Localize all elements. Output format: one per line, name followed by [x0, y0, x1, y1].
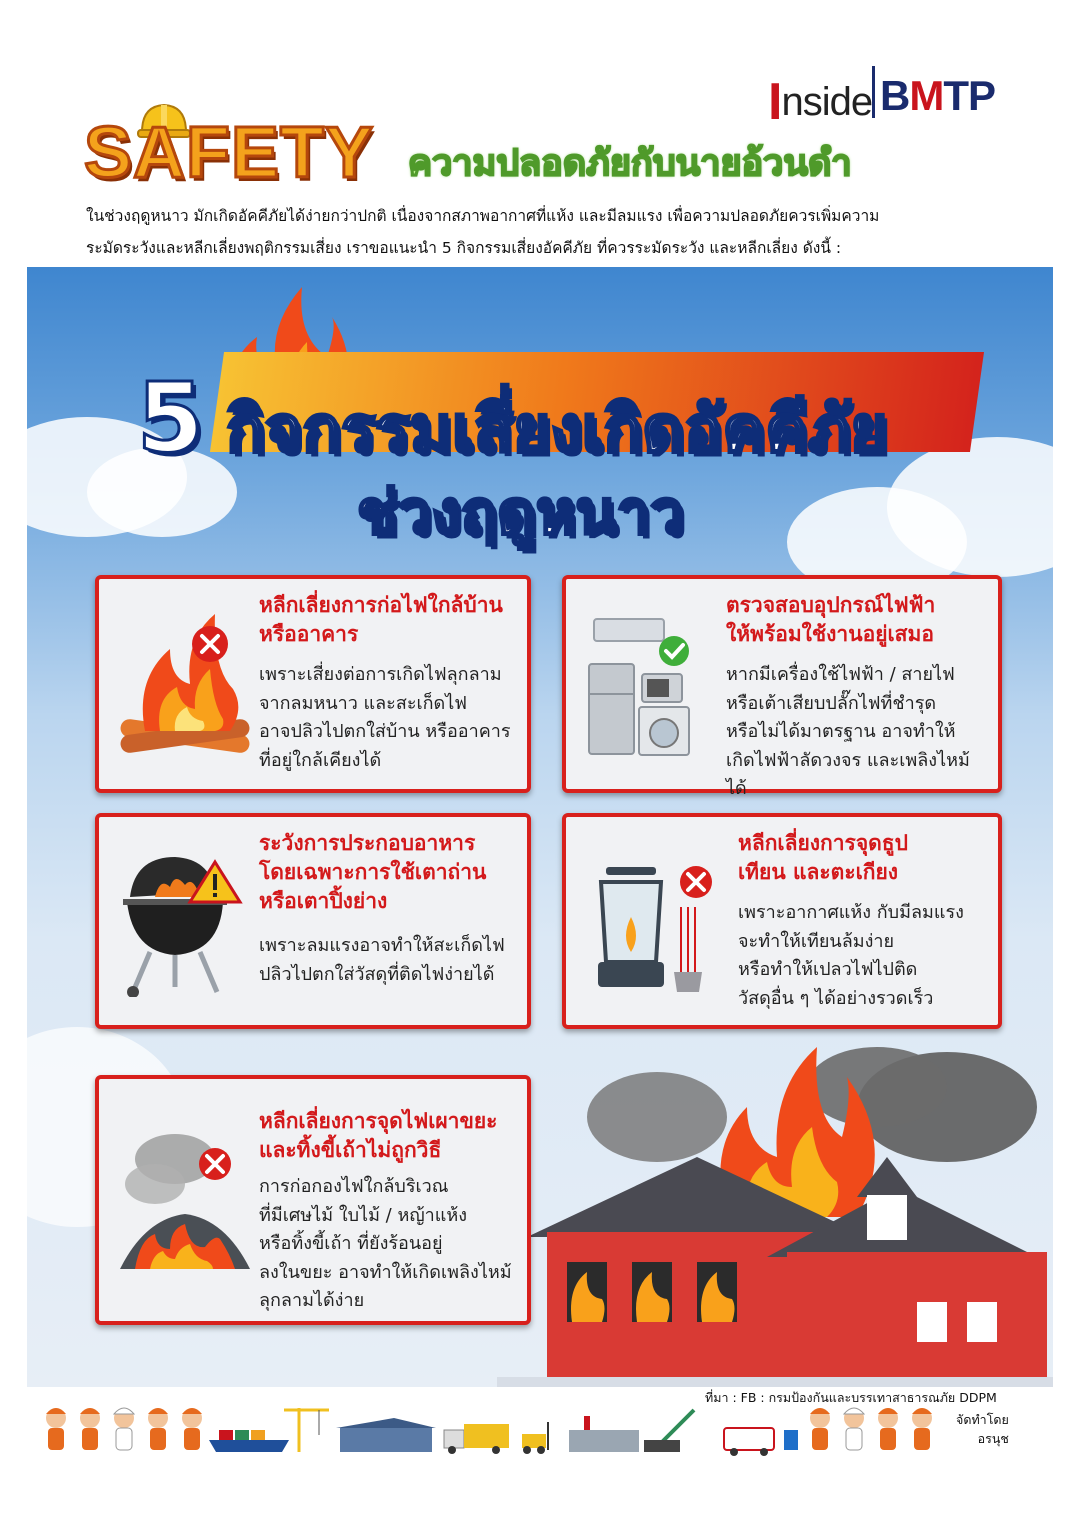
body-line: จะทำให้เทียนล้มง่าย	[738, 930, 895, 952]
worker-icon	[810, 1408, 830, 1450]
title-line: หรือเตาปิ้งย่าง	[259, 889, 388, 913]
tip-card-electrical	[562, 575, 1002, 799]
tip-card-title	[259, 829, 515, 916]
body-line: ที่อยู่ใกล้เคียงได้	[259, 749, 382, 771]
tip-card-grill	[95, 813, 531, 1029]
safety-logo	[84, 100, 384, 193]
tip-card-burning-trash	[95, 1075, 531, 1325]
body-line: ที่มีเศษไม้ ใบไม้ / หญ้าแห้ง	[259, 1204, 468, 1226]
body-line: เพราะเสี่ยงต่อการเกิดไฟลุกลาม	[259, 664, 502, 685]
title-line: หลีกเลี่ยงการก่อไฟใกล้บ้าน	[259, 593, 503, 617]
body-line: จากลมหนาว และสะเก็ดไฟ	[259, 692, 468, 714]
tip-card-campfire	[95, 575, 531, 793]
delivery-van-icon	[724, 1428, 798, 1456]
crane-icon	[284, 1408, 329, 1452]
worker-icon	[878, 1408, 898, 1450]
worker-icon	[114, 1408, 134, 1450]
safety-logo-text: SAFETY	[84, 113, 375, 193]
body-line: หากมีเครื่องใช้ไฟฟ้า / สายไฟ	[726, 664, 955, 685]
body-line: ปลิวไปตกใส่วัสดุที่ติดไฟง่ายได้	[259, 963, 495, 985]
tip-card-candles	[562, 813, 1002, 1029]
intro-paragraph	[86, 200, 1016, 264]
body-line: เกิดไฟฟ้าลัดวงจร และเพลิงไหม้ได้	[726, 749, 970, 799]
truck-icon	[444, 1424, 509, 1454]
worker-icon	[148, 1408, 168, 1450]
burning-trash-icon	[115, 1129, 255, 1279]
poster-title-text: กิจกรรมเสี่ยงเกิดอัคคีภัย	[226, 393, 888, 467]
tip-card-title	[259, 591, 515, 649]
title-line: เทียน และตะเกียง	[738, 860, 899, 884]
title-line: ตรวจสอบอุปกรณ์ไฟฟ้า	[726, 593, 936, 617]
title-line: หรืออาคาร	[259, 622, 359, 646]
tip-card-body	[738, 899, 986, 1013]
port-characters-strip	[44, 1400, 944, 1456]
infographic-poster	[27, 267, 1053, 1387]
tip-card-body	[259, 1173, 515, 1316]
body-line: ลงในขยะ อาจทำให้เกิดเพลิงไหม้	[259, 1261, 512, 1283]
tip-card-body	[726, 661, 986, 804]
body-line: หรือเต้าเสียบปลั๊กไฟที่ชำรุด	[726, 692, 937, 714]
title-line: และทิ้งขี้เถ้าไม่ถูกวิธี	[259, 1138, 442, 1162]
lantern-incense-icon	[586, 847, 726, 997]
poster-title-number: 5	[137, 362, 204, 474]
cargo-ship-icon	[209, 1430, 289, 1452]
electrical-appliances-icon	[584, 609, 724, 759]
logo-divider	[872, 66, 875, 118]
title-line: ให้พร้อมใช้งานอยู่เสมอ	[726, 622, 934, 646]
body-line: เพราะอากาศแห้ง กับมีลมแรง	[738, 902, 964, 923]
tip-card-body	[259, 661, 515, 775]
logo-bmtp-text: BMTP	[880, 72, 996, 119]
body-line: เพราะลมแรงอาจทำให้สะเก็ดไฟ	[259, 935, 505, 956]
author-credit	[956, 1410, 1009, 1448]
charcoal-grill-icon	[115, 847, 255, 997]
port-machinery-icon	[569, 1410, 694, 1452]
body-line: ลุกลามได้ง่าย	[259, 1290, 365, 1311]
title-line: ระวังการประกอบอาหาร	[259, 831, 476, 855]
body-line: หรือทำให้เปลวไฟไปติด	[738, 959, 918, 980]
credit-line: อรนุช	[977, 1431, 1009, 1446]
inside-bmtp-logo	[768, 62, 1028, 131]
worker-icon	[844, 1408, 864, 1450]
tip-card-title	[726, 591, 986, 649]
warehouse-icon	[336, 1418, 436, 1452]
poster-subtitle: ช่วงฤดูหนาว	[357, 478, 684, 548]
burning-house-illustration	[497, 1047, 1053, 1387]
poster-title	[137, 362, 888, 480]
source-credit: ที่มา : FB : กรมป้องกันและบรรเทาสาธารณภัย DDPM	[705, 1390, 997, 1405]
intro-line: ในช่วงฤดูหนาว มักเกิดอัคคีภัยได้ง่ายกว่าปกติ เนื่องจากสภาพอากาศที่แห้ง และมีลมแรง เพื่อความปลอดภัยควรเพิ่มความ	[86, 207, 880, 225]
slogan: ความปลอดภัยกับนายอ้วนดำ	[408, 143, 852, 184]
worker-icon	[46, 1408, 66, 1450]
campfire-icon	[115, 609, 255, 759]
forklift-icon	[522, 1422, 548, 1454]
title-line: หลีกเลี่ยงการจุดธูป	[738, 831, 908, 855]
body-line: วัสดุอื่น ๆ ได้อย่างรวดเร็ว	[738, 987, 934, 1009]
body-line: หรือไม่ได้มาตรฐาน อาจทำให้	[726, 721, 956, 742]
worker-icon	[80, 1408, 100, 1450]
worker-icon	[912, 1408, 932, 1450]
tip-card-body	[259, 932, 515, 989]
credit-line: จัดทำโดย	[956, 1412, 1009, 1427]
worker-icon	[182, 1408, 202, 1450]
body-line: การก่อกองไฟใกล้บริเวณ	[259, 1176, 449, 1197]
tip-card-title	[738, 829, 986, 887]
body-line: อาจปลิวไปตกใส่บ้าน หรืออาคาร	[259, 721, 511, 742]
title-line: หลีกเลี่ยงการจุดไฟเผาขยะ	[259, 1109, 498, 1133]
body-line: หรือทิ้งขี้เถ้า ที่ยังร้อนอยู่	[259, 1233, 443, 1254]
logo-inside-text: Inside	[768, 73, 873, 131]
tip-card-title	[259, 1107, 515, 1165]
intro-line: ระมัดระวังและหลีกเลี่ยงพฤติกรรมเสี่ยง เราขอแนะนำ 5 กิจกรรมเสี่ยงอัคคีภัย ที่ควรระมัดระวัง และหลีกเลี่ยง ดังนี้ :	[86, 239, 842, 257]
title-line: โดยเฉพาะการใช้เตาถ่าน	[259, 860, 487, 884]
